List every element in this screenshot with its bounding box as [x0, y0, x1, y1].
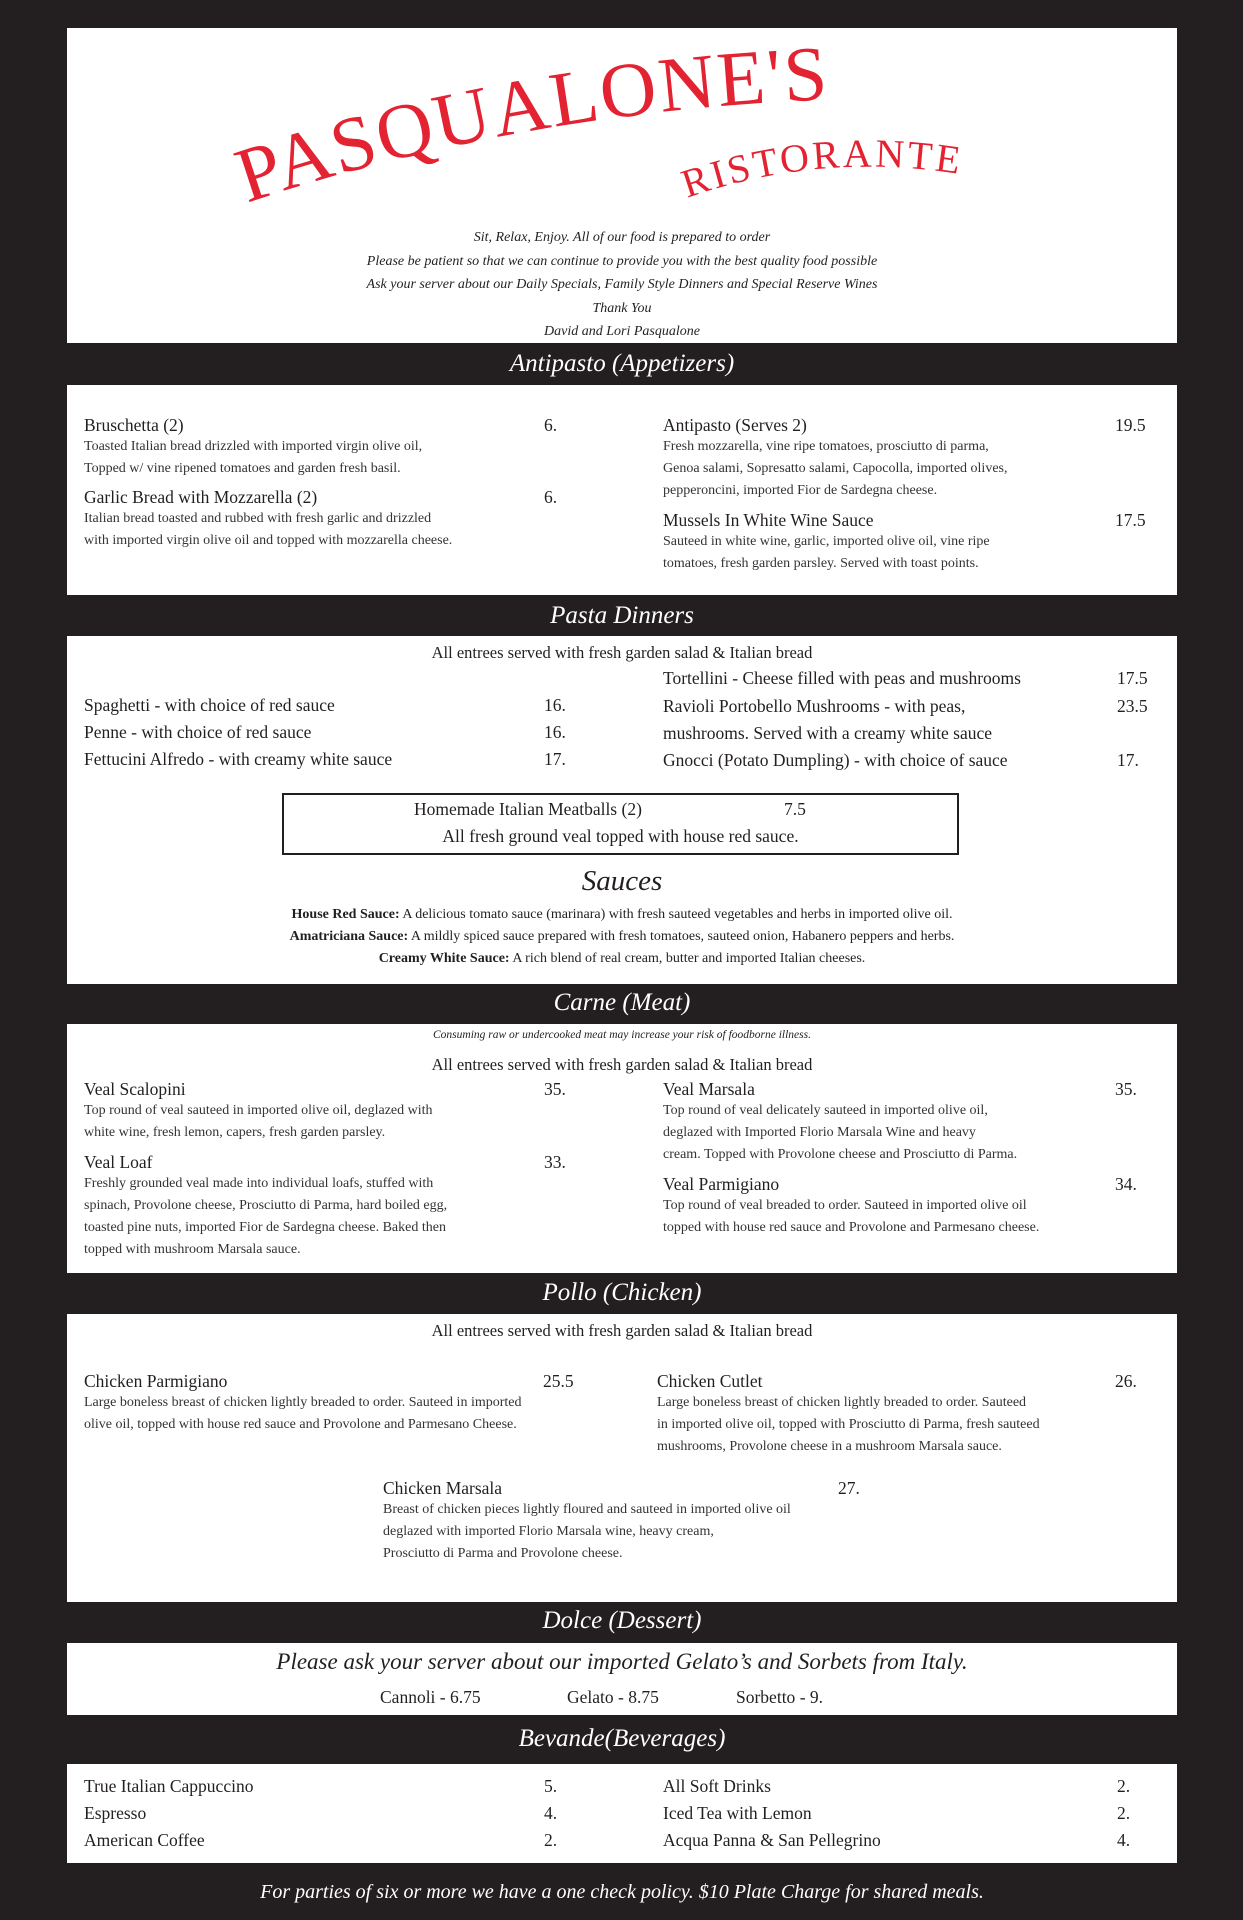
- section-title-pasta: Pasta Dinners: [550, 602, 694, 629]
- item-description: topped with house red sauce and Provolone and Parmesano cheese.: [663, 1220, 1040, 1235]
- sauce-name: Creamy White Sauce:: [378, 951, 510, 966]
- pasta-panel: [67, 636, 1177, 984]
- menu-item: [663, 510, 1093, 575]
- item-price: 6.: [544, 487, 558, 507]
- item-description: Fresh mozzarella, vine ripe tomatoes, prosciutto di parma,: [663, 439, 989, 454]
- item-price: 6.: [544, 415, 558, 435]
- item-name: Veal Scalopini: [84, 1079, 186, 1099]
- item-price: 4.: [544, 1803, 558, 1823]
- menu-item: [663, 1079, 1123, 1166]
- item-description: deglazed with imported Florio Marsala wine, heavy cream,: [383, 1524, 714, 1539]
- entree-note: All entrees served with fresh garden salad & Italian bread: [431, 1321, 813, 1340]
- item-detail: - Cheese filled with peas and mushrooms: [727, 668, 1021, 688]
- item-price: 16.: [544, 722, 566, 742]
- item-name: Cannoli: [380, 1687, 436, 1707]
- item-description: pepperoncini, imported Fior de Sardegna cheese.: [663, 483, 938, 498]
- item-description: cream. Topped with Provolone cheese and Prosciutto di Parma.: [663, 1147, 1018, 1162]
- intro-line: David and Lori Pasqualone: [544, 324, 700, 339]
- item-description: Italian bread toasted and rubbed with fresh garlic and drizzled: [84, 511, 432, 526]
- item-price: 4.: [1117, 1830, 1131, 1850]
- footer-policy: For parties of six or more we have a one check policy. $10 Plate Charge for shared meals.: [260, 1881, 984, 1903]
- item-price: 2.: [544, 1830, 558, 1850]
- dessert-item: [567, 1687, 659, 1708]
- item-name: Garlic Bread with Mozzarella (2): [84, 487, 318, 507]
- item-price: - 8.75: [613, 1687, 659, 1707]
- item-price: 7.5: [784, 799, 806, 819]
- sauces-title: Sauces: [581, 865, 663, 897]
- item-description: Genoa salami, Sopresatto salami, Capocolla, imported olives,: [663, 461, 1008, 476]
- pasta-item: [663, 668, 1021, 689]
- menu-item: [84, 1079, 544, 1144]
- item-price: 17.5: [1115, 510, 1146, 530]
- pollo-panel: [67, 1314, 1177, 1602]
- raw-meat-warning: Consuming raw or undercooked meat may increase your risk of foodborne illness.: [433, 1029, 811, 1041]
- item-description: Prosciutto di Parma and Provolone cheese.: [383, 1546, 623, 1561]
- dessert-item: [380, 1687, 481, 1708]
- menu-item: [663, 415, 1093, 502]
- sauce-line: [67, 926, 1177, 948]
- beverage-item: Espresso: [84, 1803, 147, 1823]
- item-detail: - with choice of sauce: [849, 750, 1008, 770]
- item-description: Large boneless breast of chicken lightly breaded to order. Sauteed: [657, 1395, 1027, 1410]
- sauces-list: [67, 904, 1177, 970]
- sauce-line: [67, 948, 1177, 970]
- item-description: Top round of veal breaded to order. Sauteed in imported olive oil: [663, 1198, 1027, 1213]
- beverage-item: Iced Tea with Lemon: [663, 1803, 812, 1823]
- header-panel: [67, 28, 1177, 343]
- brand-wordmark: PASQUALONE'S: [225, 29, 832, 220]
- item-price: 17.5: [1117, 668, 1148, 688]
- section-title-antipasto: Antipasto (Appetizers): [509, 350, 735, 377]
- carne-panel: [67, 1024, 1177, 1273]
- menu-item: [84, 487, 564, 552]
- section-title-carne: Carne (Meat): [553, 989, 691, 1016]
- item-price: 2.: [1117, 1803, 1131, 1823]
- item-name: Homemade Italian Meatballs (2): [414, 799, 642, 819]
- item-price: 2.: [1117, 1776, 1131, 1796]
- item-price: 17.: [1117, 750, 1139, 770]
- item-description: Sauteed in white wine, garlic, imported olive oil, vine ripe: [663, 534, 990, 549]
- menu-item: [84, 1371, 584, 1436]
- item-description: with imported virgin olive oil and topped with mozzarella cheese.: [84, 533, 453, 548]
- item-price: 17.: [544, 749, 566, 769]
- beverage-item: True Italian Cappuccino: [84, 1776, 254, 1796]
- svg-text:RISTORANTE: [676, 131, 966, 207]
- item-detail: - with peas,: [879, 696, 966, 716]
- sauce-description: A rich blend of real cream, butter and imported Italian cheeses.: [509, 951, 866, 966]
- brand-subtitle: RISTORANTE: [675, 130, 967, 207]
- pasta-item: [663, 750, 1008, 771]
- item-name: Chicken Parmigiano: [84, 1371, 228, 1391]
- item-price: 34.: [1115, 1174, 1137, 1194]
- item-price: 35.: [544, 1079, 566, 1099]
- item-name: Ravioli Portobello Mushrooms: [663, 696, 880, 716]
- antipasto-panel: [67, 385, 1177, 595]
- item-description: toasted pine nuts, imported Fior de Sardegna cheese. Baked then: [84, 1220, 446, 1235]
- sauce-description: A delicious tomato sauce (marinara) with fresh sauteed vegetables and herbs in imported olive oil.: [399, 907, 953, 922]
- item-price: 16.: [544, 695, 566, 715]
- item-description: in imported olive oil, topped with Prosciutto di Parma, fresh sauteed: [657, 1417, 1040, 1432]
- pasta-item: [84, 749, 392, 770]
- item-name: Veal Loaf: [84, 1152, 153, 1172]
- menu-item: [657, 1371, 1127, 1458]
- pasta-item: [84, 695, 335, 716]
- item-price: 19.5: [1115, 415, 1146, 435]
- gelato-note: Please ask your server about our imported Gelato’s and Sorbets from Italy.: [276, 1649, 968, 1674]
- menu-item: [84, 1152, 544, 1261]
- beverage-item: All Soft Drinks: [663, 1776, 771, 1796]
- menu-item: [383, 1478, 843, 1565]
- item-price: 35.: [1115, 1079, 1137, 1099]
- item-description: white wine, fresh lemon, capers, fresh garden parsley.: [84, 1125, 386, 1140]
- entree-note: All entrees served with fresh garden salad & Italian bread: [431, 643, 813, 662]
- intro-text: [67, 226, 1177, 344]
- item-description: Toasted Italian bread drizzled with imported virgin olive oil,: [84, 439, 423, 454]
- item-detail: - with choice of red sauce: [126, 722, 312, 742]
- item-description: Breast of chicken pieces lightly floured and sauteed in imported olive oil: [383, 1502, 791, 1517]
- item-description: tomatoes, fresh garden parsley. Served with toast points.: [663, 556, 979, 571]
- item-description: Top round of veal delicately sauteed in imported olive oil,: [663, 1103, 988, 1118]
- item-price: 25.5: [543, 1371, 574, 1391]
- item-description: deglazed with Imported Florio Marsala Wine and heavy: [663, 1125, 976, 1140]
- beverage-item: American Coffee: [84, 1830, 205, 1850]
- item-name: Chicken Cutlet: [657, 1371, 763, 1391]
- item-description: Top round of veal sauteed in imported olive oil, deglazed with: [84, 1103, 433, 1118]
- item-name: Mussels In White Wine Sauce: [663, 510, 874, 530]
- item-name: Bruschetta (2): [84, 415, 184, 435]
- intro-line: Please be patient so that we can continue to provide you with the best quality food possible: [366, 253, 878, 269]
- item-description: mushrooms, Provolone cheese in a mushroom Marsala sauce.: [657, 1439, 1002, 1454]
- dessert-item: [736, 1687, 823, 1708]
- item-detail: - with choice of red sauce: [150, 695, 335, 715]
- item-detail: mushrooms. Served with a creamy white sauce: [663, 723, 993, 743]
- item-price: 23.5: [1117, 696, 1148, 716]
- item-detail: - with creamy white sauce: [204, 749, 393, 769]
- item-description: topped with mushroom Marsala sauce.: [84, 1242, 301, 1257]
- section-title-dolce: Dolce (Dessert): [542, 1607, 702, 1634]
- item-description: Large boneless breast of chicken lightly breaded to order. Sauteed in imported: [84, 1395, 522, 1410]
- section-title-pollo: Pollo (Chicken): [542, 1279, 702, 1306]
- item-price: 33.: [544, 1152, 566, 1172]
- intro-line: Sit, Relax, Enjoy. All of our food is prepared to order: [473, 230, 771, 245]
- sauce-name: House Red Sauce:: [291, 907, 400, 922]
- item-name: Veal Marsala: [663, 1079, 755, 1099]
- item-name: Penne: [84, 722, 127, 742]
- restaurant-logo: [67, 28, 1177, 248]
- pasta-item: [663, 696, 965, 717]
- item-name: Sorbetto: [736, 1687, 796, 1707]
- item-description: Topped w/ vine ripened tomatoes and garden fresh basil.: [84, 461, 401, 476]
- item-name: Veal Parmigiano: [663, 1174, 780, 1194]
- item-name: Chicken Marsala: [383, 1478, 503, 1498]
- sauce-description: A mildly spiced sauce prepared with fresh tomatoes, sauteed onion, Habanero peppers and herbs.: [408, 929, 955, 944]
- beverage-item: Acqua Panna & San Pellegrino: [663, 1830, 881, 1850]
- bevande-panel: [67, 1764, 1177, 1863]
- item-description: All fresh ground veal topped with house red sauce.: [442, 826, 799, 846]
- menu-item: [663, 1174, 1123, 1239]
- item-name: Spaghetti: [84, 695, 151, 715]
- section-title-bevande: Bevande(Beverages): [518, 1725, 726, 1752]
- item-name: Tortellini: [663, 668, 728, 688]
- sauce-name: Amatriciana Sauce:: [289, 929, 409, 944]
- dolce-panel: [67, 1643, 1177, 1715]
- item-name: Fettucini Alfredo: [84, 749, 205, 769]
- intro-line: Ask your server about our Daily Specials, Family Style Dinners and Special Reserve Wines: [366, 277, 878, 292]
- pasta-item: [84, 722, 311, 743]
- item-description: spinach, Provolone cheese, Prosciutto di Parma, hard boiled egg,: [84, 1198, 448, 1213]
- menu-item: [84, 415, 564, 480]
- item-description: Freshly grounded veal made into individual loafs, stuffed with: [84, 1176, 434, 1191]
- entree-note: All entrees served with fresh garden salad & Italian bread: [431, 1055, 813, 1074]
- item-name: Antipasto (Serves 2): [663, 415, 807, 435]
- item-price: - 9.: [795, 1687, 824, 1707]
- meatballs-box: [282, 793, 959, 855]
- item-price: 27.: [838, 1478, 860, 1498]
- item-name: Gelato: [567, 1687, 614, 1707]
- item-description: olive oil, topped with house red sauce and Provolone and Parmesano Cheese.: [84, 1417, 517, 1432]
- sauce-line: [67, 904, 1177, 926]
- item-price: - 6.75: [435, 1687, 481, 1707]
- item-price: 5.: [544, 1776, 558, 1796]
- item-name: Gnocci (Potato Dumpling): [663, 750, 850, 770]
- intro-line: Thank You: [592, 300, 652, 316]
- item-price: 26.: [1115, 1371, 1137, 1391]
